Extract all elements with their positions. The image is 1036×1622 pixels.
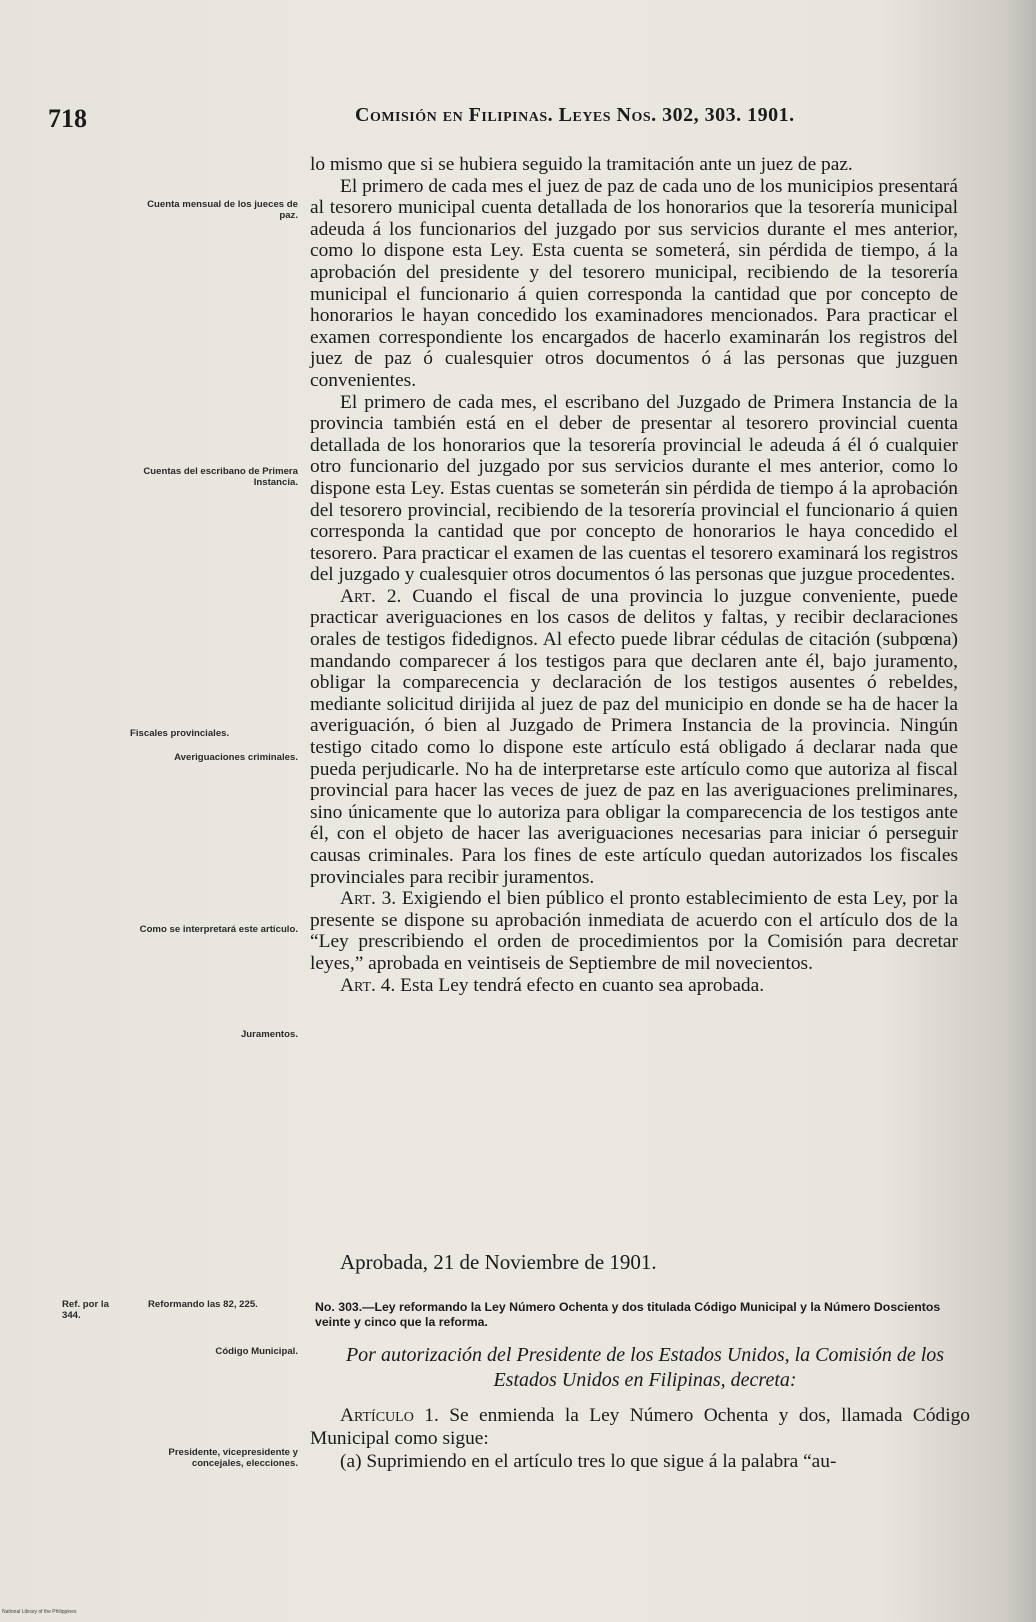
page-number: 718 xyxy=(48,104,87,133)
article-text: Cuando el fiscal de una provincia lo juzgue conveniente, puede practicar averiguaciones en los casos de delitos y faltas, y recibir declaraciones orales de testigos fidedignos. Al efecto puede librar cédulas de citación (subpœna) mandando comparecer á los testigos para que declaren ante él, bajo juramento, obligar la comparecencia y declaración de los testigos ausentes ó rebeldes, mediante solicitud dirijida al juez de paz del municipio en donde se ha de hacer la averiguación, ó bien al Juzgado de Primera Instancia de la provincia. Ningún testigo citado como lo dispone este artículo está obligado á declarar nada que pueda perjudicarle. No ha de interpretarse este artículo como que autoriza al fiscal provincial para hacer las veces de juez de paz en las averiguaciones preliminares, sino únicamente que lo autoriza para obligar la comparecencia de los testigos ante él, con el objeto de hacer las averiguaciones necesarias para iniciar ó perseguir causas criminales. Para los fines de este artículo quedan autorizados los fiscales provinciales para recibir juramentos. xyxy=(310,585,958,888)
paragraph-cuenta-mensual: El primero de cada mes el juez de paz de cada uno de los municipios presentará al tesorero municipal cuenta detallada de los honorarios que la tesorería municipal adeuda á los funcionarios del juzgado por sus servicios durante el mes anterior, como lo dispone esta Ley. Esta cuenta se someterá, sin pérdida de tiempo, á la aprobación del presidente y del tesorero municipal, recibiendo de la tesorería municipal el funcionario á quien corresponda la cantidad que por concepto de honorarios le hayan concedido los examinadores mencionados. Para practicar el examen correspondiente los encargados de hacerlo examinarán los registros del juez de paz ó cualesquier otros documentos ó á las personas que juzguen convenientes. xyxy=(310,175,958,391)
article-label: Art. 4. xyxy=(340,974,396,996)
article-label: Art. 2. xyxy=(340,585,402,607)
margin-note-fiscales: Fiscales provinciales. xyxy=(130,728,230,739)
article-text: Esta Ley tendrá efecto en cuanto sea aprobada. xyxy=(400,974,765,996)
margin-note-ref: Ref. por la 344. xyxy=(62,1299,109,1321)
main-text xyxy=(310,154,958,996)
paragraph-art-3 xyxy=(310,888,958,974)
article-1-paragraph xyxy=(310,1404,970,1450)
enacting-clause: Por autorización del Presidente de los Estados Unidos, la Comisión de los Estados Unidos en Filipinas, decreta: xyxy=(345,1344,945,1391)
margin-note-presidente: Presidente, vicepresidente y concejales, elecciones. xyxy=(168,1447,298,1469)
article-text: Se enmienda la Ley Número Ochenta y dos, llamada Código Municipal como sigue: xyxy=(310,1405,970,1449)
article-text: Exigiendo el bien público el pronto establecimiento de esta Ley, por la presente se dispone su aprobación inmediata de acuerdo con el artículo dos de la “Ley prescribiendo el orden de procedimientos por la Comisión para decretar leyes,” aprobada en veintiseis de Septiembre de mil novecientos. xyxy=(310,888,958,974)
margin-note-cuentas-escribano: Cuentas del escribano de Primera Instancia. xyxy=(143,466,298,488)
approval-date: Aprobada, 21 de Noviembre de 1901. xyxy=(340,1250,657,1274)
item-text: Suprimiendo en el artículo tres lo que sigue á la palabra “au- xyxy=(366,1451,837,1472)
margin-note-averiguaciones: Averiguaciones criminales. xyxy=(174,752,298,763)
paragraph-continuation: lo mismo que si se hubiera seguido la tramitación ante un juez de paz. xyxy=(310,154,853,175)
article-label: Art. 3. xyxy=(340,888,397,910)
item-label: (a) xyxy=(340,1451,362,1472)
margin-note-reformando: Reformando las 82, 225. xyxy=(148,1299,258,1310)
scan-footer: National Library of the Philippines xyxy=(2,1609,77,1615)
paragraph-art-2 xyxy=(310,586,958,888)
paragraph-art-4 xyxy=(310,975,958,997)
paragraph-escribano: El primero de cada mes, el escribano del Juzgado de Primera Instancia de la provincia también está en el deber de presentar al tesorero provincial cuenta detallada de los honorarios que la tesorería provincial le adeuda á él ó cualquier otro funcionario del juzgado por sus servicios durante el mes anterior, como lo dispone esta Ley. Estas cuentas se someterán sin pérdida de tiempo á la aprobación del tesorero provincial, recibiendo de la tesorería provincial el funcionario á quien corresponda la cantidad que por concepto de honorarios le haya concedido el tesorero. Para practicar el examen de las cuentas el tesorero examinará los registros del juzgado y cualesquier otros documentos ó las personas que juzgue procedentes. xyxy=(310,391,958,586)
act-303-title: No. 303.—Ley reformando la Ley Número Ochenta y dos titulada Código Municipal y la Número Doscientos veinte y cinco que la reforma. xyxy=(315,1300,941,1329)
act-303-article-1 xyxy=(310,1404,970,1473)
margin-note-juramentos: Juramentos. xyxy=(240,1029,298,1040)
article-label: Artículo 1. xyxy=(340,1405,439,1426)
running-head: Comisión en Filipinas. Leyes Nos. 302, 303. 1901. xyxy=(355,104,795,126)
margin-note-cuenta-mensual: Cuenta mensual de los jueces de paz. xyxy=(147,199,298,221)
margin-note-codigo-municipal: Código Municipal. xyxy=(215,1346,298,1357)
margin-note-como-interpretara: Como se interpretará este artículo. xyxy=(139,924,298,935)
item-a-paragraph xyxy=(310,1450,970,1473)
